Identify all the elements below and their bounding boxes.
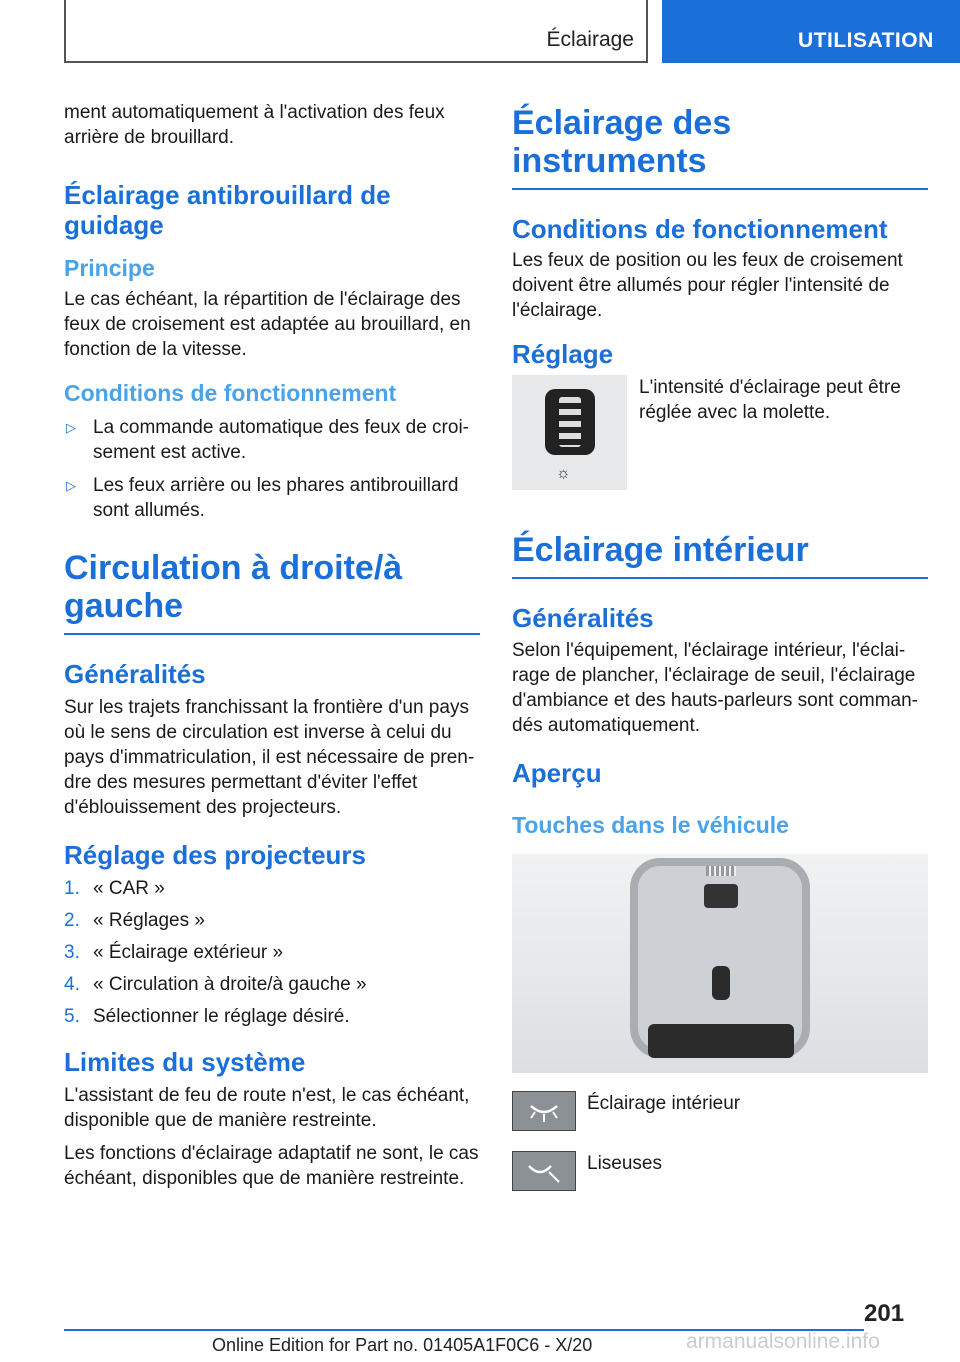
console-switch-icon	[712, 966, 730, 1000]
touches-heading: Touches dans le véhicule	[512, 812, 789, 838]
conditions-text-right: Les feux de position ou les feux de croisement doivent être allumés pour régler l'intensité de l'éclairage.	[512, 250, 903, 321]
reglage-projecteurs-heading: Réglage des projecteurs	[64, 840, 366, 870]
list-item: ▷ Les feux arrière ou les phares antibrouillard sont allumés.	[66, 475, 459, 521]
overhead-console-image	[512, 854, 928, 1073]
reglage-heading-right: Réglage	[512, 339, 614, 369]
icon-row-reading	[512, 1151, 928, 1211]
limites-heading: Limites du système	[64, 1047, 306, 1077]
triangle-bullet-icon: ▷	[66, 478, 76, 493]
intro-text: ment automatiquement à l'activation des feux arrière de brouillard.	[64, 102, 445, 148]
watermark: armanualsonline.info	[686, 1330, 880, 1353]
generalites-text-right: Selon l'équipement, l'éclairage intérieur, l'éclairage de plancher, l'éclairage de seuil, l'éclairage d'ambiance et des hauts-parleurs sont commandés automatiquement.	[512, 640, 918, 736]
list-item: ▷ La commande automatique des feux de croisement est active.	[66, 417, 469, 463]
generalites-text-left: Sur les trajets franchissant la frontière d'un pays où le sens de circulation est inverse à celui du pays d'immatriculation, il est nécessaire de prendre des mesures permettant d'éviter l'effet d'éblouissement des projecteurs.	[64, 697, 475, 818]
instruments-heading: Éclairage des instruments	[512, 104, 928, 190]
page-number: 201	[864, 1300, 905, 1327]
principe-text: Le cas échéant, la répartition de l'éclairage des feux de croisement est adaptée au brouillard, en fonction de la vitesse.	[64, 289, 471, 360]
dimmer-wheel-icon	[545, 389, 595, 455]
conditions-list	[64, 415, 480, 523]
generalites-heading-left: Généralités	[64, 659, 206, 689]
limites-text-1: L'assistant de feu de route n'est, le cas échéant, disponible que de manière restreinte.	[64, 1085, 470, 1131]
header-section-title: Éclairage	[546, 28, 634, 51]
right-column	[512, 100, 928, 1211]
dimmer-wheel-image	[512, 375, 627, 490]
steps-list	[64, 876, 480, 1029]
step-item: 3. « Éclairage extérieur »	[64, 942, 284, 963]
reading-light-label: Liseuses	[587, 1153, 662, 1174]
circulation-heading: Circulation à droite/à gauche	[64, 549, 480, 635]
reglage-row	[512, 375, 928, 493]
header-chapter-tab: UTILISATION	[662, 0, 960, 63]
step-item: 2. « Réglages »	[64, 910, 205, 931]
header-section-box	[64, 0, 648, 63]
conditions-heading: Conditions de fonctionnement	[64, 380, 397, 406]
interior-light-icon	[512, 1091, 576, 1131]
instrument-light-symbol-icon: ☼	[556, 465, 571, 482]
limites-text-2: Les fonctions d'éclairage adaptatif ne sont, le cas échéant, disponibles que de manière restreinte.	[64, 1143, 479, 1189]
interior-light-label: Éclairage intérieur	[587, 1093, 741, 1114]
triangle-bullet-icon: ▷	[66, 420, 76, 435]
edition-text: Online Edition for Part no. 01405A1F0C6 - X/20	[212, 1335, 593, 1355]
reading-light-icon	[512, 1151, 576, 1191]
principe-heading: Principe	[64, 255, 155, 281]
step-item: 4. « Circulation à droite/à gauche »	[64, 974, 367, 995]
console-button-row	[648, 1024, 794, 1058]
left-column	[64, 100, 480, 1191]
conditions-heading-right: Conditions de fonctionnement	[512, 214, 888, 244]
generalites-heading-right: Généralités	[512, 603, 654, 633]
step-item: 1. « CAR »	[64, 878, 165, 899]
fog-guide-heading: Éclairage antibrouillard de guidage	[64, 180, 391, 240]
step-item: 5. Sélectionner le réglage désiré.	[64, 1006, 350, 1027]
reglage-text: L'intensité d'éclairage peut être réglée avec la molette.	[639, 377, 901, 423]
apercu-heading: Aperçu	[512, 758, 602, 788]
console-button-icon	[704, 884, 738, 908]
interieur-heading: Éclairage intérieur	[512, 531, 928, 579]
icon-row-interior	[512, 1091, 928, 1151]
